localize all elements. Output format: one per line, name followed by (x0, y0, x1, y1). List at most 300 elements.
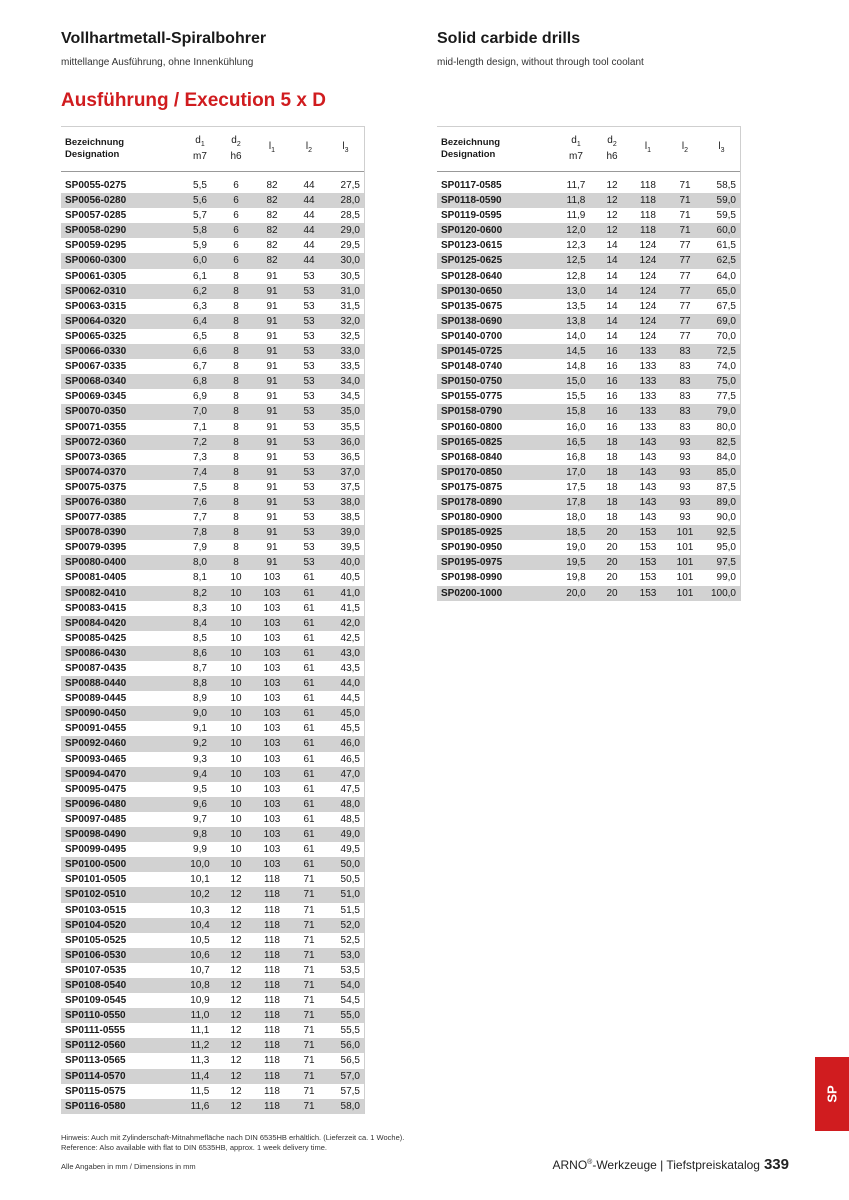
l1-cell: 103 (253, 676, 291, 691)
l3-cell: 80,0 (716, 421, 736, 433)
table-row (437, 510, 740, 525)
l3-cell: 45,5 (340, 723, 360, 735)
d1-cell: 5,7 (193, 210, 207, 222)
d1-cell: 18,0 (566, 512, 586, 524)
d1-cell: 9,7 (193, 813, 207, 825)
designation-cell: SP0195-0975 (437, 555, 557, 570)
l2-cell: 44 (303, 210, 315, 222)
l3-cell: 61,5 (716, 240, 736, 252)
table-row (61, 389, 364, 404)
l2-cell: 44 (291, 223, 327, 238)
l2-cell: 61 (303, 663, 315, 674)
table-row (437, 480, 740, 495)
designation-cell: SP0058-0290 (61, 223, 181, 238)
designation-cell: SP0112-0560 (61, 1038, 181, 1053)
designation-cell: SP0148-0740 (441, 361, 503, 373)
designation-cell: SP0118-0590 (437, 193, 557, 208)
l1-cell: 103 (263, 572, 281, 584)
designation-cell: SP0085-0425 (65, 632, 127, 644)
l2-cell: 71 (303, 934, 315, 946)
l1-cell: 91 (253, 465, 291, 480)
l2-cell: 71 (303, 904, 315, 916)
d1-cell: 13,0 (557, 284, 595, 299)
l1-cell: 118 (264, 934, 280, 946)
l2-cell: 61 (291, 857, 327, 872)
l1-cell: 118 (253, 978, 291, 993)
l3-cell: 30,5 (340, 270, 360, 282)
designation-cell: SP0093-0465 (65, 753, 127, 765)
designation-cell: SP0170-0850 (437, 465, 557, 480)
l3-header: $l_3$ (327, 127, 364, 172)
designation-cell: SP0055-0275 (65, 180, 127, 191)
designation-cell: SP0062-0310 (61, 284, 181, 299)
table-row (437, 389, 740, 404)
d2-cell: 14 (595, 253, 629, 268)
designation-cell: SP0090-0450 (61, 706, 181, 721)
d2-cell: 12 (219, 948, 253, 963)
table-row (61, 963, 364, 978)
l1-cell: 82 (253, 193, 291, 208)
l3-cell: 40,0 (327, 555, 364, 570)
table-row (61, 238, 364, 253)
designation-cell: SP0165-0825 (437, 435, 557, 450)
d1-cell: 11,7 (566, 180, 586, 191)
l1-cell: 91 (253, 374, 291, 389)
l1-cell: 91 (266, 300, 278, 312)
table-row (61, 646, 364, 661)
designation-cell: SP0063-0315 (65, 300, 127, 312)
d1-cell: 6,9 (193, 391, 207, 403)
l1-cell: 82 (253, 223, 291, 238)
l1-cell: 143 (629, 495, 667, 510)
d1-cell: 7,7 (193, 512, 207, 524)
table-row (61, 420, 364, 435)
l2-cell: 61 (303, 813, 315, 825)
l1-cell: 153 (639, 572, 657, 584)
designation-cell: SP0098-0490 (61, 827, 181, 842)
l2-cell: 61 (291, 767, 327, 782)
l1-cell: 118 (264, 1055, 280, 1067)
l3-cell: 70,0 (716, 330, 736, 342)
l1-cell: 91 (266, 391, 278, 403)
d1-cell: 6,8 (181, 374, 219, 389)
l3-cell: 55,5 (340, 1025, 360, 1037)
table-row (61, 329, 364, 344)
designation-cell: SP0110-0550 (61, 1008, 181, 1023)
l3-cell: 62,5 (703, 253, 740, 268)
l1-cell: 103 (253, 646, 291, 661)
d1-cell: 16,0 (566, 421, 586, 433)
l2-cell: 61 (291, 646, 327, 661)
l3-cell: 51,0 (327, 887, 364, 902)
d2-cell: 12 (230, 874, 242, 886)
table-row (61, 857, 364, 872)
l3-cell: 29,5 (340, 240, 360, 252)
designation-cell: SP0135-0675 (441, 300, 503, 312)
l2-cell: 71 (667, 223, 703, 238)
l3-cell: 87,5 (716, 481, 736, 493)
l2-cell: 61 (303, 783, 315, 795)
l3-cell: 35,0 (327, 404, 364, 419)
d1-cell: 12,0 (557, 223, 595, 238)
l3-cell: 64,0 (716, 270, 736, 282)
l3-cell: 99,0 (716, 572, 736, 584)
d2-cell: 10 (219, 586, 253, 601)
d2-cell: 10 (230, 844, 242, 856)
l2-cell: 93 (667, 495, 703, 510)
l1-cell: 91 (253, 284, 291, 299)
designation-cell: SP0064-0320 (61, 314, 181, 329)
l3-cell: 30,0 (327, 253, 364, 268)
d2-cell: 10 (230, 723, 242, 735)
designation-cell: SP0120-0600 (437, 223, 557, 238)
d1-cell: 19,8 (566, 572, 586, 584)
designation-cell: SP0117-0585 (441, 180, 502, 191)
table-row (61, 314, 364, 329)
l1-cell: 133 (639, 421, 657, 433)
l2-cell: 53 (303, 300, 315, 312)
d1-cell: 12,3 (566, 240, 586, 252)
l1-cell: 103 (263, 753, 281, 765)
designation-cell: SP0067-0335 (65, 361, 127, 373)
l2-cell: 71 (291, 1099, 327, 1114)
footnote: Hinweis: Auch mit Zylinderschaft-Mitnahmefläche nach DIN 6535HB erhältlich. (Lieferzeit ca. 1 Woche). Reference: Also available with flat to DIN 6535HB, approx. 1 week delivery time. (61, 1133, 405, 1152)
l3-cell: 46,5 (340, 753, 360, 765)
table-row (61, 812, 364, 827)
d1-cell: 8,3 (193, 602, 207, 614)
designation-cell: SP0107-0535 (65, 964, 127, 976)
l2-cell: 93 (679, 481, 691, 493)
l1-cell: 91 (266, 542, 278, 554)
table-row (61, 752, 364, 767)
d2-cell: 18 (606, 481, 618, 493)
table-row (61, 465, 364, 480)
l3-cell: 32,0 (327, 314, 364, 329)
d1-cell: 16,5 (557, 435, 595, 450)
l2-cell: 53 (291, 495, 327, 510)
d1-header: $d_1$ m7 (557, 127, 595, 172)
designation-header: Bezeichnung Designation (437, 127, 557, 172)
l3-cell: 82,5 (703, 435, 740, 450)
table-row (437, 314, 740, 329)
d1-cell: 8,9 (193, 693, 207, 705)
d1-cell: 7,0 (181, 404, 219, 419)
d1-cell: 20,0 (557, 586, 595, 601)
l1-cell: 91 (253, 314, 291, 329)
l1-cell: 91 (266, 421, 278, 433)
designation-cell: SP0198-0990 (441, 572, 503, 584)
d1-cell: 17,8 (557, 495, 595, 510)
l2-cell: 77 (679, 330, 691, 342)
d1-cell: 8,6 (181, 646, 219, 661)
l3-cell: 33,5 (340, 361, 360, 373)
d1-cell: 17,0 (557, 465, 595, 480)
l1-cell: 133 (629, 374, 667, 389)
l3-cell: 56,5 (340, 1055, 360, 1067)
table-header-row (437, 127, 740, 172)
table-row (61, 978, 364, 993)
l2-cell: 93 (667, 465, 703, 480)
d2-header: $d_2$ h6 (595, 127, 629, 172)
d2-cell: 12 (606, 210, 618, 222)
d2-cell: 8 (233, 391, 239, 403)
l3-cell: 54,0 (327, 978, 364, 993)
table-row (61, 269, 364, 284)
l3-cell: 59,5 (716, 210, 736, 222)
d2-cell: 16 (606, 421, 618, 433)
d1-cell: 10,6 (181, 948, 219, 963)
l3-cell: 41,0 (327, 586, 364, 601)
d1-cell: 9,2 (181, 736, 219, 751)
designation-cell: SP0185-0925 (437, 525, 557, 540)
d2-cell: 10 (230, 753, 242, 765)
l2-cell: 61 (291, 616, 327, 631)
designation-cell: SP0083-0415 (65, 602, 127, 614)
l2-cell: 61 (303, 602, 315, 614)
l1-cell: 103 (253, 797, 291, 812)
designation-cell: SP0101-0505 (65, 874, 127, 886)
designation-cell: SP0180-0900 (441, 512, 503, 524)
d2-cell: 8 (233, 542, 239, 554)
l1-cell: 124 (639, 240, 657, 252)
table-row (61, 827, 364, 842)
l2-cell: 53 (303, 512, 315, 524)
l1-cell: 118 (253, 918, 291, 933)
d1-cell: 6,2 (181, 284, 219, 299)
d2-cell: 14 (606, 240, 618, 252)
l2-cell: 77 (667, 253, 703, 268)
l3-cell: 52,5 (340, 934, 360, 946)
l2-cell: 61 (303, 693, 315, 705)
d1-cell: 8,8 (181, 676, 219, 691)
d2-cell: 12 (219, 978, 253, 993)
d2-cell: 10 (219, 676, 253, 691)
d2-cell: 14 (606, 330, 618, 342)
table-row (437, 404, 740, 419)
designation-cell: SP0200-1000 (437, 586, 557, 601)
d2-cell: 10 (230, 632, 242, 644)
d2-cell: 10 (219, 736, 253, 751)
l1-cell: 91 (253, 435, 291, 450)
table-row (437, 208, 740, 223)
d2-cell: 20 (606, 542, 618, 554)
d2-cell: 8 (233, 361, 239, 373)
l1-cell: 91 (253, 525, 291, 540)
execution-heading: Ausführung / Execution 5 x D (61, 90, 326, 111)
l1-cell: 103 (263, 723, 281, 735)
l3-cell: 31,0 (327, 284, 364, 299)
l2-cell: 53 (303, 270, 315, 282)
l1-cell: 118 (629, 193, 667, 208)
l3-cell: 48,0 (327, 797, 364, 812)
designation-cell: SP0092-0460 (61, 736, 181, 751)
section-tab-sp[interactable]: SP (815, 1057, 849, 1131)
l1-header: $l_1$ (253, 127, 291, 172)
l3-cell: 48,5 (340, 813, 360, 825)
l3-cell: 28,0 (327, 193, 364, 208)
d2-cell: 10 (219, 857, 253, 872)
d2-cell: 20 (595, 525, 629, 540)
designation-cell: SP0115-0575 (65, 1085, 126, 1097)
l2-cell: 53 (291, 344, 327, 359)
l3-cell: 35,5 (340, 421, 360, 433)
l1-cell: 103 (253, 736, 291, 751)
l2-cell: 53 (303, 391, 315, 403)
l3-cell: 72,5 (703, 344, 740, 359)
d1-cell: 15,0 (557, 374, 595, 389)
l2-cell: 93 (679, 451, 691, 463)
l1-cell: 91 (253, 495, 291, 510)
l2-cell: 101 (667, 555, 703, 570)
table-row (437, 238, 740, 253)
table-row (61, 736, 364, 751)
table-row (61, 903, 364, 918)
designation-cell: SP0080-0400 (61, 555, 181, 570)
l3-cell: 49,0 (327, 827, 364, 842)
d1-cell: 13,8 (557, 314, 595, 329)
l1-cell: 103 (263, 632, 281, 644)
d1-cell: 13,5 (566, 300, 586, 312)
d1-cell: 7,8 (181, 525, 219, 540)
l1-cell: 103 (253, 767, 291, 782)
l1-cell: 124 (629, 284, 667, 299)
table-row (61, 1099, 364, 1114)
d2-cell: 18 (606, 512, 618, 524)
d1-cell: 11,6 (181, 1099, 219, 1114)
designation-cell: SP0084-0420 (61, 616, 181, 631)
l3-cell: 84,0 (716, 451, 736, 463)
d1-cell: 19,5 (557, 555, 595, 570)
d2-cell: 8 (219, 435, 253, 450)
l2-cell: 53 (303, 421, 315, 433)
l3-cell: 47,5 (340, 783, 360, 795)
l1-cell: 103 (263, 602, 281, 614)
d1-cell: 6,4 (181, 314, 219, 329)
l1-cell: 118 (264, 874, 280, 886)
d2-cell: 8 (219, 465, 253, 480)
designation-cell: SP0068-0340 (61, 374, 181, 389)
l1-cell: 91 (266, 361, 278, 373)
d1-cell: 10,2 (181, 887, 219, 902)
l1-cell: 103 (263, 813, 281, 825)
page-number: 339 (763, 1156, 789, 1173)
designation-cell: SP0070-0350 (61, 404, 181, 419)
l1-cell: 82 (253, 253, 291, 268)
d2-cell: 10 (219, 767, 253, 782)
d1-cell: 9,4 (181, 767, 219, 782)
d2-cell: 12 (219, 887, 253, 902)
d1-cell: 17,5 (566, 481, 586, 493)
l3-cell: 28,5 (340, 210, 360, 222)
title-en: Solid carbide drills (437, 30, 581, 47)
designation-cell: SP0096-0480 (61, 797, 181, 812)
d1-cell: 7,3 (193, 451, 207, 463)
l2-cell: 83 (679, 421, 691, 433)
d1-cell: 7,1 (193, 421, 207, 433)
l1-cell: 118 (640, 210, 656, 222)
l3-cell: 40,5 (340, 572, 360, 584)
l3-cell: 44,0 (327, 676, 364, 691)
d1-cell: 18,5 (557, 525, 595, 540)
l3-cell: 32,5 (340, 330, 360, 342)
table-row (437, 359, 740, 374)
d1-cell: 14,8 (566, 361, 586, 373)
l2-cell: 61 (291, 676, 327, 691)
l1-cell: 118 (264, 1085, 280, 1097)
l1-cell: 143 (639, 451, 657, 463)
d2-cell: 8 (219, 314, 253, 329)
d2-cell: 8 (233, 451, 239, 463)
l3-cell: 90,0 (716, 512, 736, 524)
d2-cell: 12 (606, 180, 618, 191)
d1-cell: 15,8 (557, 404, 595, 419)
designation-cell: SP0057-0285 (65, 210, 127, 222)
d1-cell: 11,9 (566, 210, 586, 222)
l1-cell: 118 (253, 1008, 291, 1023)
designation-cell: SP0082-0410 (61, 586, 181, 601)
l1-cell: 118 (640, 180, 656, 191)
table-row (61, 1038, 364, 1053)
d1-cell: 16,8 (566, 451, 586, 463)
designation-cell: SP0178-0890 (437, 495, 557, 510)
table-row (61, 208, 364, 223)
d1-cell: 8,0 (181, 555, 219, 570)
l3-cell: 100,0 (703, 586, 740, 601)
l2-cell: 61 (291, 586, 327, 601)
l3-cell: 89,0 (703, 495, 740, 510)
l3-cell: 42,0 (327, 616, 364, 631)
l2-cell: 83 (679, 391, 691, 403)
d2-cell: 18 (595, 435, 629, 450)
d1-cell: 5,6 (181, 193, 219, 208)
table-row (61, 193, 364, 208)
l2-cell: 61 (291, 797, 327, 812)
d1-cell: 9,6 (181, 797, 219, 812)
d2-cell: 10 (230, 572, 242, 584)
d2-cell: 12 (595, 223, 629, 238)
d2-cell: 14 (606, 270, 618, 282)
l2-cell: 101 (667, 525, 703, 540)
l2-cell: 71 (291, 918, 327, 933)
table-row (61, 1023, 364, 1038)
l1-cell: 91 (253, 344, 291, 359)
designation-cell: SP0140-0700 (441, 330, 503, 342)
table-row (61, 570, 364, 585)
l1-cell: 91 (266, 481, 278, 493)
l1-cell: 103 (263, 663, 281, 674)
l2-cell: 44 (303, 180, 315, 191)
table-row (61, 435, 364, 450)
designation-cell: SP0074-0370 (61, 465, 181, 480)
table-row (437, 570, 740, 585)
d2-cell: 16 (606, 391, 618, 403)
table-row (61, 510, 364, 525)
l3-cell: 77,5 (716, 391, 736, 403)
d1-cell: 9,5 (193, 783, 207, 795)
d2-cell: 20 (606, 572, 618, 584)
l2-cell: 71 (303, 1085, 315, 1097)
d1-cell: 14,5 (557, 344, 595, 359)
d2-cell: 12 (219, 1008, 253, 1023)
table-row (437, 299, 740, 314)
l3-cell: 59,0 (703, 193, 740, 208)
table-row (437, 555, 740, 570)
l1-cell: 124 (639, 300, 657, 312)
table-header-row (61, 127, 364, 172)
l3-cell: 65,0 (703, 284, 740, 299)
d1-cell: 11,5 (190, 1085, 210, 1097)
table-row (61, 299, 364, 314)
